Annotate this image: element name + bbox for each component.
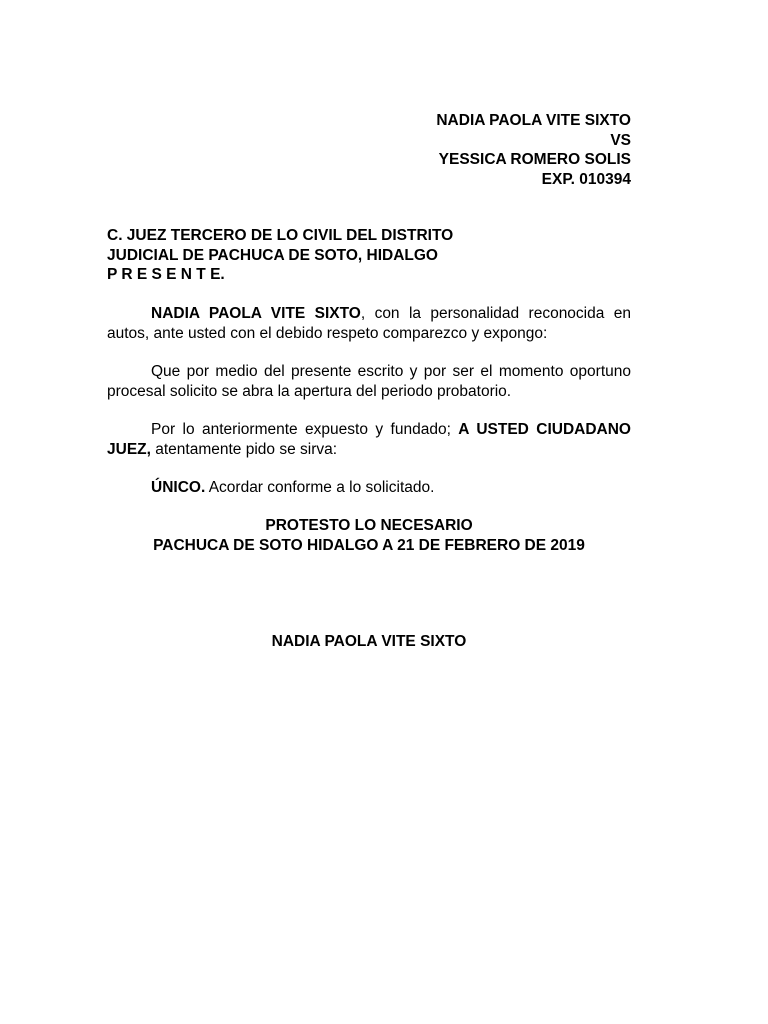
file-number: EXP. 010394 <box>541 170 631 188</box>
versus-label: VS <box>610 131 631 149</box>
closing-block <box>107 516 631 555</box>
document-page <box>107 0 631 1024</box>
addressee-line-1: C. JUEZ TERCERO DE LO CIVIL DEL DISTRITO <box>107 227 454 244</box>
applicant-name: NADIA PAOLA VITE SIXTO <box>151 305 361 322</box>
paragraph-petition <box>107 420 631 459</box>
addressee-block <box>107 226 453 285</box>
signature-name: NADIA PAOLA VITE SIXTO <box>271 633 467 650</box>
paragraph-request <box>107 362 631 401</box>
plaintiff-name: NADIA PAOLA VITE SIXTO <box>436 112 631 129</box>
sole-point-label: ÚNICO. <box>151 479 206 496</box>
addressee-line-3: P R E S E N T E. <box>107 266 225 283</box>
sole-point-text: Acordar conforme a lo solicitado. <box>205 479 435 496</box>
request-text: Que por medio del presente escrito y por ser el momento oportuno procesal solicito se abra la apertura del periodo probatorio. <box>107 363 631 400</box>
paragraph-introduction <box>107 304 631 343</box>
petition-text: Por lo anteriormente expuesto y fundado; <box>151 421 459 438</box>
closing-line-1: PROTESTO LO NECESARIO <box>265 517 473 534</box>
paragraph-sole-point <box>107 478 631 498</box>
closing-line-2: PACHUCA DE SOTO HIDALGO A 21 DE FEBRERO DE 2019 <box>153 536 585 554</box>
petition-addressee: A USTED CIUDADANO JUEZ, <box>107 421 631 458</box>
petition-tail: atentamente pido se sirva: <box>150 440 338 458</box>
introduction-text: , con la personalidad reconocida en autos, ante usted con el debido respeto comparezco y expongo: <box>107 305 631 342</box>
case-header <box>436 111 631 189</box>
defendant-name: YESSICA ROMERO SOLIS <box>438 151 631 168</box>
addressee-line-2: JUDICIAL DE PACHUCA DE SOTO, HIDALGO <box>107 246 438 264</box>
